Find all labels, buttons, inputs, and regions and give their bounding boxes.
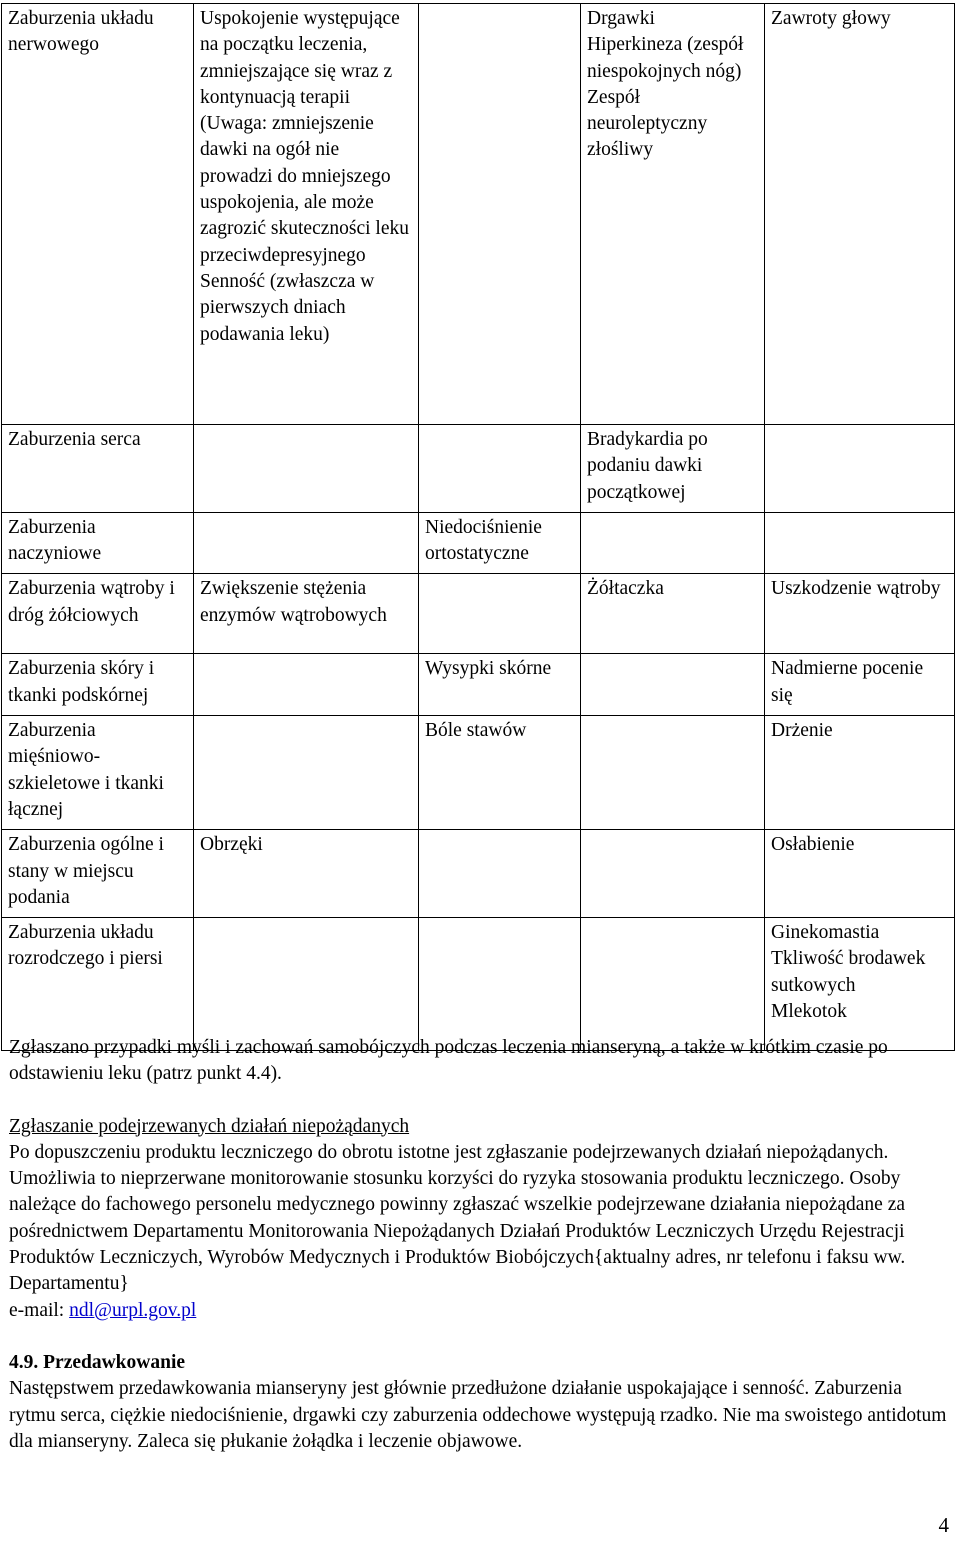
effect-cell: Żółtaczka xyxy=(581,574,765,654)
organ-class-cell: Zaburzenia serca xyxy=(2,425,194,513)
effect-cell: Bóle stawów xyxy=(419,716,581,830)
organ-class-cell: Zaburzenia mięśniowo-szkieletowe i tkanki łącznej xyxy=(2,716,194,830)
effect-cell xyxy=(581,918,765,1051)
effect-cell xyxy=(194,425,419,513)
effect-cell: Nadmierne pocenie się xyxy=(765,654,955,716)
effect-cell xyxy=(419,4,581,425)
email-line xyxy=(9,1298,949,1324)
page-number: 4 xyxy=(938,1513,949,1537)
effect-cell xyxy=(581,654,765,716)
effect-cell xyxy=(581,512,765,574)
effect-cell: Niedociśnienie ortostatyczne xyxy=(419,512,581,574)
effect-cell: Wysypki skórne xyxy=(419,654,581,716)
effect-cell xyxy=(581,716,765,830)
table-row xyxy=(2,918,955,1051)
organ-class-cell: Zaburzenia naczyniowe xyxy=(2,512,194,574)
effect-cell: Obrzęki xyxy=(194,830,419,918)
effect-cell xyxy=(419,574,581,654)
table-row xyxy=(2,512,955,574)
table-row xyxy=(2,425,955,513)
effect-cell: Drżenie xyxy=(765,716,955,830)
effect-cell xyxy=(765,425,955,513)
suicidal-note: Zgłaszano przypadki myśli i zachowań samobójczych podczas leczenia mianseryną, a także w krótkim czasie po odstawieniu leku (patrz punkt 4.4). xyxy=(9,1037,888,1085)
reporting-body: Po dopuszczeniu produktu leczniczego do obrotu istotne jest zgłaszanie podejrzewanych działań niepożądanych. Umożliwia to nieprzerwane monitorowanie stosunku korzyści do ryzyka stosowania produktu leczniczego. Osoby należące do fachowego personelu medycznego powinny zgłaszać wszelkie podejrzewane działania niepożądane za pośrednictwem Departamentu Monitorowania Niepożądanych Działań Produktów Leczniczych Urzędu Rejestracji Produktów Leczniczych, Wyrobów Medycznych i Produktów Biobójczych{aktualny adres, nr telefonu i faksu ww. Departamentu} xyxy=(9,1141,906,1295)
overdose-heading: 4.9. Przedawkowanie xyxy=(9,1351,186,1373)
post-table-text xyxy=(9,1035,949,1455)
effect-cell xyxy=(765,512,955,574)
effect-cell: Osłabienie xyxy=(765,830,955,918)
organ-class-cell: Zaburzenia układu rozrodczego i piersi xyxy=(2,918,194,1051)
effect-cell xyxy=(194,918,419,1051)
organ-class-cell: Zaburzenia układu nerwowego xyxy=(2,4,194,425)
effect-cell xyxy=(581,830,765,918)
organ-class-cell: Zaburzenia skóry i tkanki podskórnej xyxy=(2,654,194,716)
effect-cell xyxy=(194,716,419,830)
table-row xyxy=(2,574,955,654)
reporting-heading: Zgłaszanie podejrzewanych działań niepożądanych xyxy=(9,1115,410,1137)
adverse-effects-table xyxy=(1,3,955,1051)
effect-cell xyxy=(419,918,581,1051)
effect-cell: Zwiększenie stężenia enzymów wątrobowych xyxy=(194,574,419,654)
table-row xyxy=(2,654,955,716)
table-row xyxy=(2,716,955,830)
table-row xyxy=(2,830,955,918)
email-link[interactable]: ndl@urpl.gov.pl xyxy=(69,1299,197,1321)
effect-cell xyxy=(419,425,581,513)
effect-cell xyxy=(194,512,419,574)
effect-cell xyxy=(194,654,419,716)
organ-class-cell: Zaburzenia ogólne i stany w miejscu podania xyxy=(2,830,194,918)
effect-cell: Zawroty głowy xyxy=(765,4,955,425)
effect-cell: Uspokojenie występujące na początku leczenia, zmniejszające się wraz z kontynuacją terapii (Uwaga: zmniejszenie dawki na ogół nie prowadzi do mniejszego uspokojenia, ale może zagrozić skuteczności leku przeciwdepresyjnego Senność (zwłaszcza w pierwszych dniach podawania leku) xyxy=(194,4,419,425)
effect-cell: Drgawki Hiperkineza (zespół niespokojnych nóg) Zespół neuroleptyczny złośliwy xyxy=(581,4,765,425)
effect-cell: Uszkodzenie wątroby xyxy=(765,574,955,654)
effect-cell: Ginekomastia Tkliwość brodawek sutkowych Mlekotok xyxy=(765,918,955,1051)
effect-cell xyxy=(419,830,581,918)
table-row xyxy=(2,4,955,425)
organ-class-cell: Zaburzenia wątroby i dróg żółciowych xyxy=(2,574,194,654)
email-label: e-mail: xyxy=(9,1299,70,1321)
effect-cell: Bradykardia po podaniu dawki początkowej xyxy=(581,425,765,513)
overdose-body: Następstwem przedawkowania mianseryny jest głównie przedłużone działanie uspokajające i senność. Zaburzenia rytmu serca, ciężkie niedociśnienie, drgawki czy zaburzenia oddechowe występują rzadko. Nie ma swoistego antidotum dla mianseryny. Zaleca się płukanie żołądka i leczenie objawowe. xyxy=(9,1378,947,1452)
